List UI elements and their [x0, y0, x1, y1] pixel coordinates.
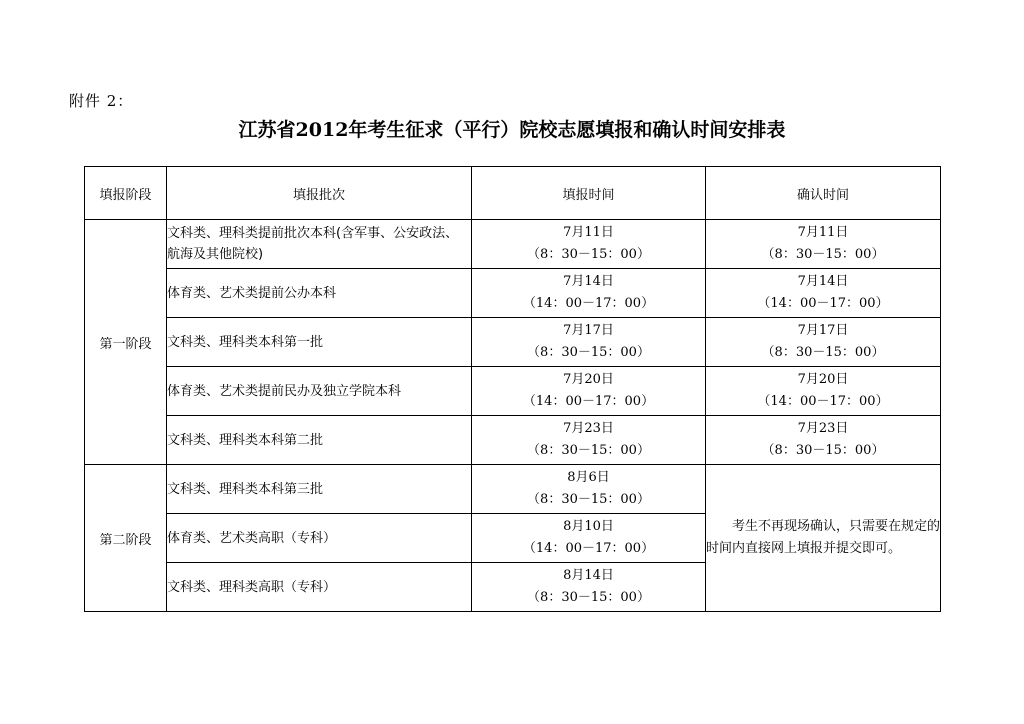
- table-row: [85, 220, 941, 269]
- fill-time-cell: [472, 416, 706, 465]
- batch-cell: 文科类、理科类提前批次本科(含军事、公安政法、航海及其他院校): [167, 220, 472, 269]
- fill-date: 8月10日: [563, 519, 614, 534]
- table-row: [85, 269, 941, 318]
- confirm-hours: （8：30－15：00）: [761, 247, 885, 262]
- confirm-date: 7月14日: [797, 274, 849, 289]
- document-title: 江苏省2012年考生征求（平行）院校志愿填报和确认时间安排表: [238, 119, 786, 141]
- batch-cell: 体育类、艺术类高职（专科）: [167, 514, 472, 563]
- fill-hours: （14：00－17：00）: [522, 541, 655, 556]
- confirm-time-cell: [706, 220, 941, 269]
- confirm-hours: （14：00－17：00）: [757, 296, 889, 311]
- confirm-date: 7月11日: [797, 225, 849, 240]
- header-stage: 填报阶段: [85, 167, 167, 220]
- table-row: [85, 416, 941, 465]
- confirm-hours: （8：30－15：00）: [761, 345, 885, 360]
- table-row: [85, 367, 941, 416]
- confirm-date: 7月23日: [797, 421, 849, 436]
- fill-time-cell: [472, 563, 706, 612]
- fill-time-cell: [472, 465, 706, 514]
- schedule-table: [84, 166, 941, 612]
- confirm-time-cell: [706, 318, 941, 367]
- fill-time-cell: [472, 367, 706, 416]
- fill-date: 8月6日: [567, 470, 610, 485]
- header-fill-time: 填报时间: [472, 167, 706, 220]
- table-header-row: [85, 167, 941, 220]
- header-batch: 填报批次: [167, 167, 472, 220]
- confirm-hours: （14：00－17：00）: [757, 394, 889, 409]
- fill-time-cell: [472, 220, 706, 269]
- stage1-label: 第一阶段: [85, 220, 167, 465]
- confirm-date: 7月20日: [797, 372, 849, 387]
- batch-cell: 文科类、理科类本科第二批: [167, 416, 472, 465]
- fill-hours: （8：30－15：00）: [527, 247, 650, 262]
- fill-hours: （14：00－17：00）: [522, 296, 655, 311]
- fill-date: 7月20日: [563, 372, 614, 387]
- fill-hours: （8：30－15：00）: [527, 443, 650, 458]
- batch-cell: 体育类、艺术类提前民办及独立学院本科: [167, 367, 472, 416]
- confirm-hours: （8：30－15：00）: [761, 443, 885, 458]
- fill-time-cell: [472, 269, 706, 318]
- batch-cell: 文科类、理科类高职（专科）: [167, 563, 472, 612]
- fill-time-cell: [472, 318, 706, 367]
- header-confirm-time: 确认时间: [706, 167, 941, 220]
- fill-hours: （8：30－15：00）: [527, 345, 650, 360]
- batch-cell: 文科类、理科类本科第一批: [167, 318, 472, 367]
- fill-date: 7月17日: [563, 323, 614, 338]
- fill-date: 7月14日: [563, 274, 614, 289]
- fill-date: 7月11日: [563, 225, 614, 240]
- confirm-time-cell: [706, 269, 941, 318]
- fill-hours: （8：30－15：00）: [527, 590, 650, 605]
- table-row: [85, 318, 941, 367]
- confirm-time-cell: [706, 416, 941, 465]
- batch-cell: 体育类、艺术类提前公办本科: [167, 269, 472, 318]
- table-row: [85, 465, 941, 514]
- fill-time-cell: [472, 514, 706, 563]
- stage2-confirm-note: 考生不再现场确认，只需要在规定的时间内直接网上填报并提交即可。: [706, 465, 941, 612]
- batch-cell: 文科类、理科类本科第三批: [167, 465, 472, 514]
- fill-hours: （8：30－15：00）: [527, 492, 650, 507]
- fill-date: 7月23日: [563, 421, 614, 436]
- fill-date: 8月14日: [563, 568, 614, 583]
- confirm-date: 7月17日: [797, 323, 849, 338]
- stage2-label: 第二阶段: [85, 465, 167, 612]
- attachment-label: 附件 2：: [69, 92, 134, 110]
- confirm-time-cell: [706, 367, 941, 416]
- fill-hours: （14：00－17：00）: [522, 394, 655, 409]
